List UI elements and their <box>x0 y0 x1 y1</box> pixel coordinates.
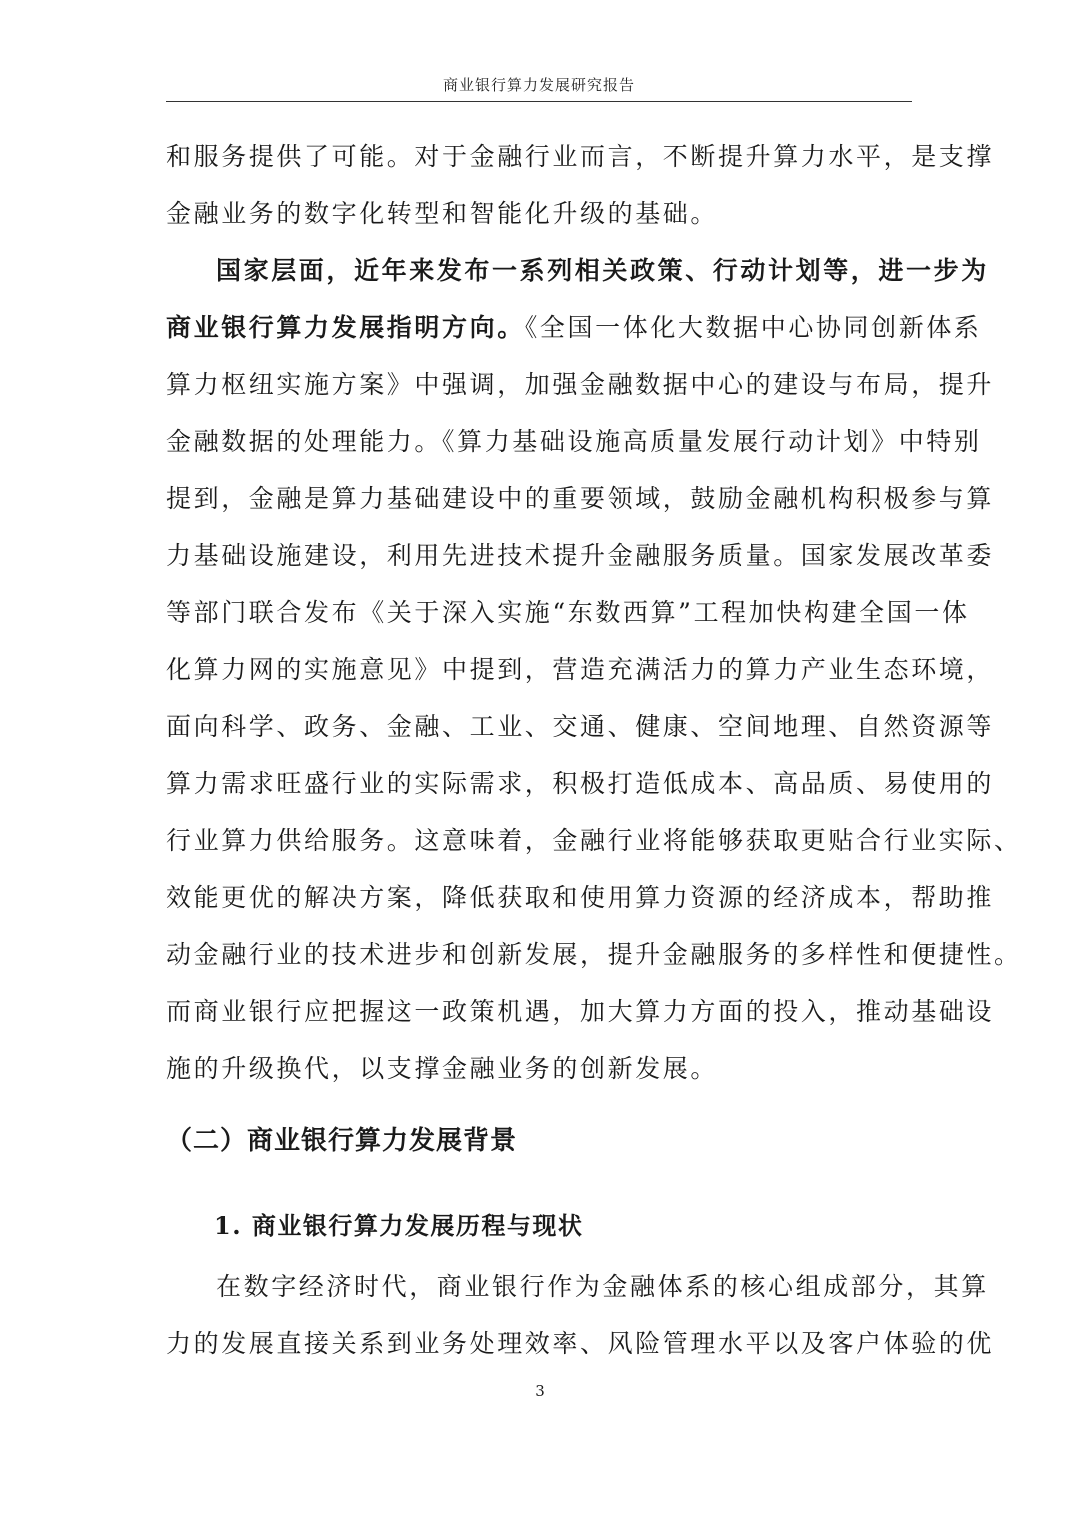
paragraph-line: 化算力网的实施意见》中提到，营造充满活力的算力产业生态环境， <box>166 655 995 684</box>
paragraph-line <box>166 299 982 356</box>
paragraph-line: 力基础设施建设，利用先进技术提升金融服务质量。国家发展改革委 <box>166 541 995 570</box>
paragraph-line: 行业算力供给服务。这意味着，金融行业将能够获取更贴合行业实际、 <box>166 826 1022 855</box>
paragraph-line: 而商业银行应把握这一政策机遇，加大算力方面的投入，推动基础设 <box>166 997 995 1026</box>
paragraph-line: 动金融行业的技术进步和创新发展，提升金融服务的多样性和便捷性。 <box>166 940 1022 969</box>
paragraph-line: 在数字经济时代，商业银行作为金融体系的核心组成部分，其算 <box>216 1272 989 1301</box>
paragraph-line: 算力枢纽实施方案》中强调，加强金融数据中心的建设与布局，提升 <box>166 370 995 399</box>
paragraph-line: 效能更优的解决方案，降低获取和使用算力资源的经济成本，帮助推 <box>166 883 995 912</box>
paragraph-line: 提到，金融是算力基础建设中的重要领域，鼓励金融机构积极参与算 <box>166 484 995 513</box>
subsection-heading: 1. 商业银行算力发展历程与现状 <box>214 1211 584 1240</box>
paragraph-line: 力的发展直接关系到业务处理效率、风险管理水平以及客户体验的优 <box>166 1329 995 1358</box>
paragraph-line: 施的升级换代，以支撑金融业务的创新发展。 <box>166 1054 719 1083</box>
body-text-continued <box>166 1258 995 1372</box>
bold-lead-line: 国家层面，近年来发布一系列相关政策、行动计划等，进一步为 <box>216 256 989 285</box>
paragraph-line: 面向科学、政务、金融、工业、交通、健康、空间地理、自然资源等 <box>166 712 995 741</box>
paragraph-text: 《全国一体化大数据中心协同创新体系 <box>524 313 982 342</box>
running-header: 商业银行算力发展研究报告 <box>442 76 635 94</box>
paragraph-line: 和服务提供了可能。对于金融行业而言，不断提升算力水平，是支撑 <box>166 142 995 171</box>
paragraph-line: 金融数据的处理能力。《算力基础设施高质量发展行动计划》中特别 <box>166 427 982 456</box>
header-divider <box>166 101 912 102</box>
paragraph-line: 等部门联合发布《关于深入实施“东数西算”工程加快构建全国一体 <box>166 598 970 627</box>
paragraph-line: 金融业务的数字化转型和智能化升级的基础。 <box>166 199 719 228</box>
body-text <box>166 128 1022 1097</box>
section-heading: （二）商业银行算力发展背景 <box>166 1126 518 1156</box>
bold-lead-text: 商业银行算力发展指明方向。 <box>166 313 525 342</box>
paragraph-line: 算力需求旺盛行业的实际需求，积极打造低成本、高品质、易使用的 <box>166 769 995 798</box>
page-number: 3 <box>535 1382 545 1400</box>
